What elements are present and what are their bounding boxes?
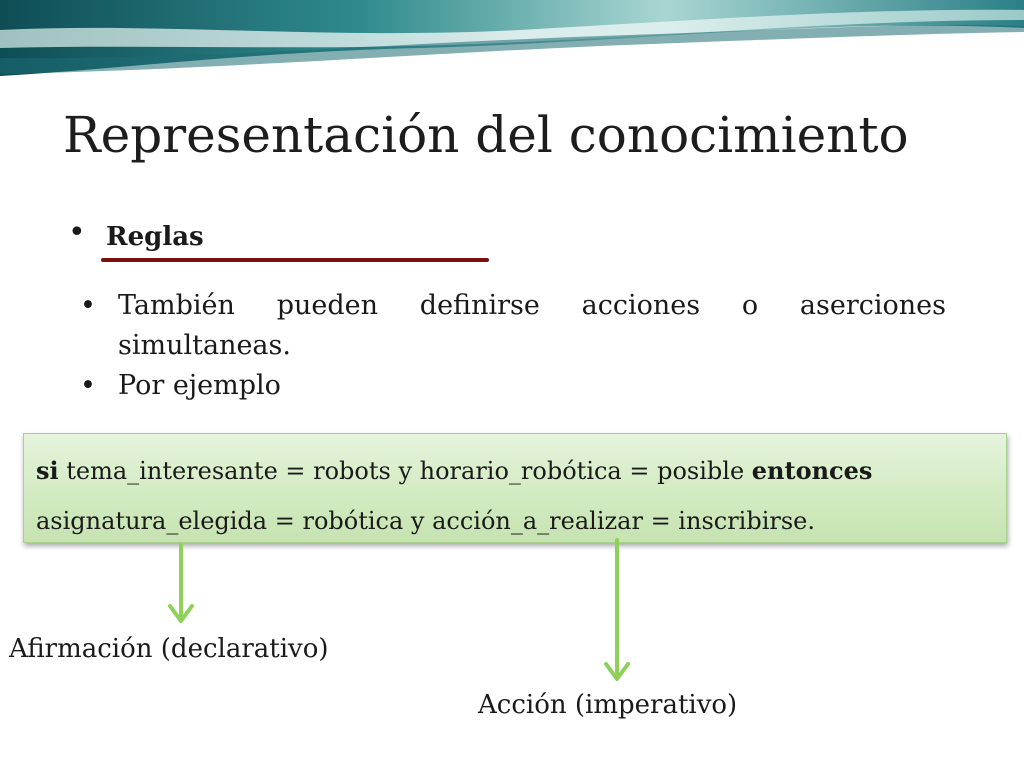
list-item: • Por ejemplo [80,366,946,406]
heading-underline [101,258,489,262]
decorative-banner [0,0,1024,80]
rule-condition: tema_interesante = robots y horario_robótica = posible [58,457,752,485]
arrow-down-icon [170,545,192,621]
rule-example-box [23,433,1007,543]
keyword-entonces: entonces [751,456,873,485]
list-item: • También pueden definirse acciones o aserciones simultaneas. [80,286,946,366]
rule-consequence: asignatura_elegida = robótica y acción_a_realizar = inscribirse. [36,507,816,535]
label-declarative: Afirmación (declarativo) [9,634,329,664]
bullet-list [80,286,946,406]
arrow-down-icon [606,540,628,679]
rule-condition-line [36,446,994,496]
section-bullet-marker: • [68,215,86,250]
keyword-si: si [36,456,59,485]
section-heading: Reglas [106,222,204,252]
slide-title: Representación del conocimiento [63,106,909,164]
label-imperative: Acción (imperativo) [478,690,738,720]
